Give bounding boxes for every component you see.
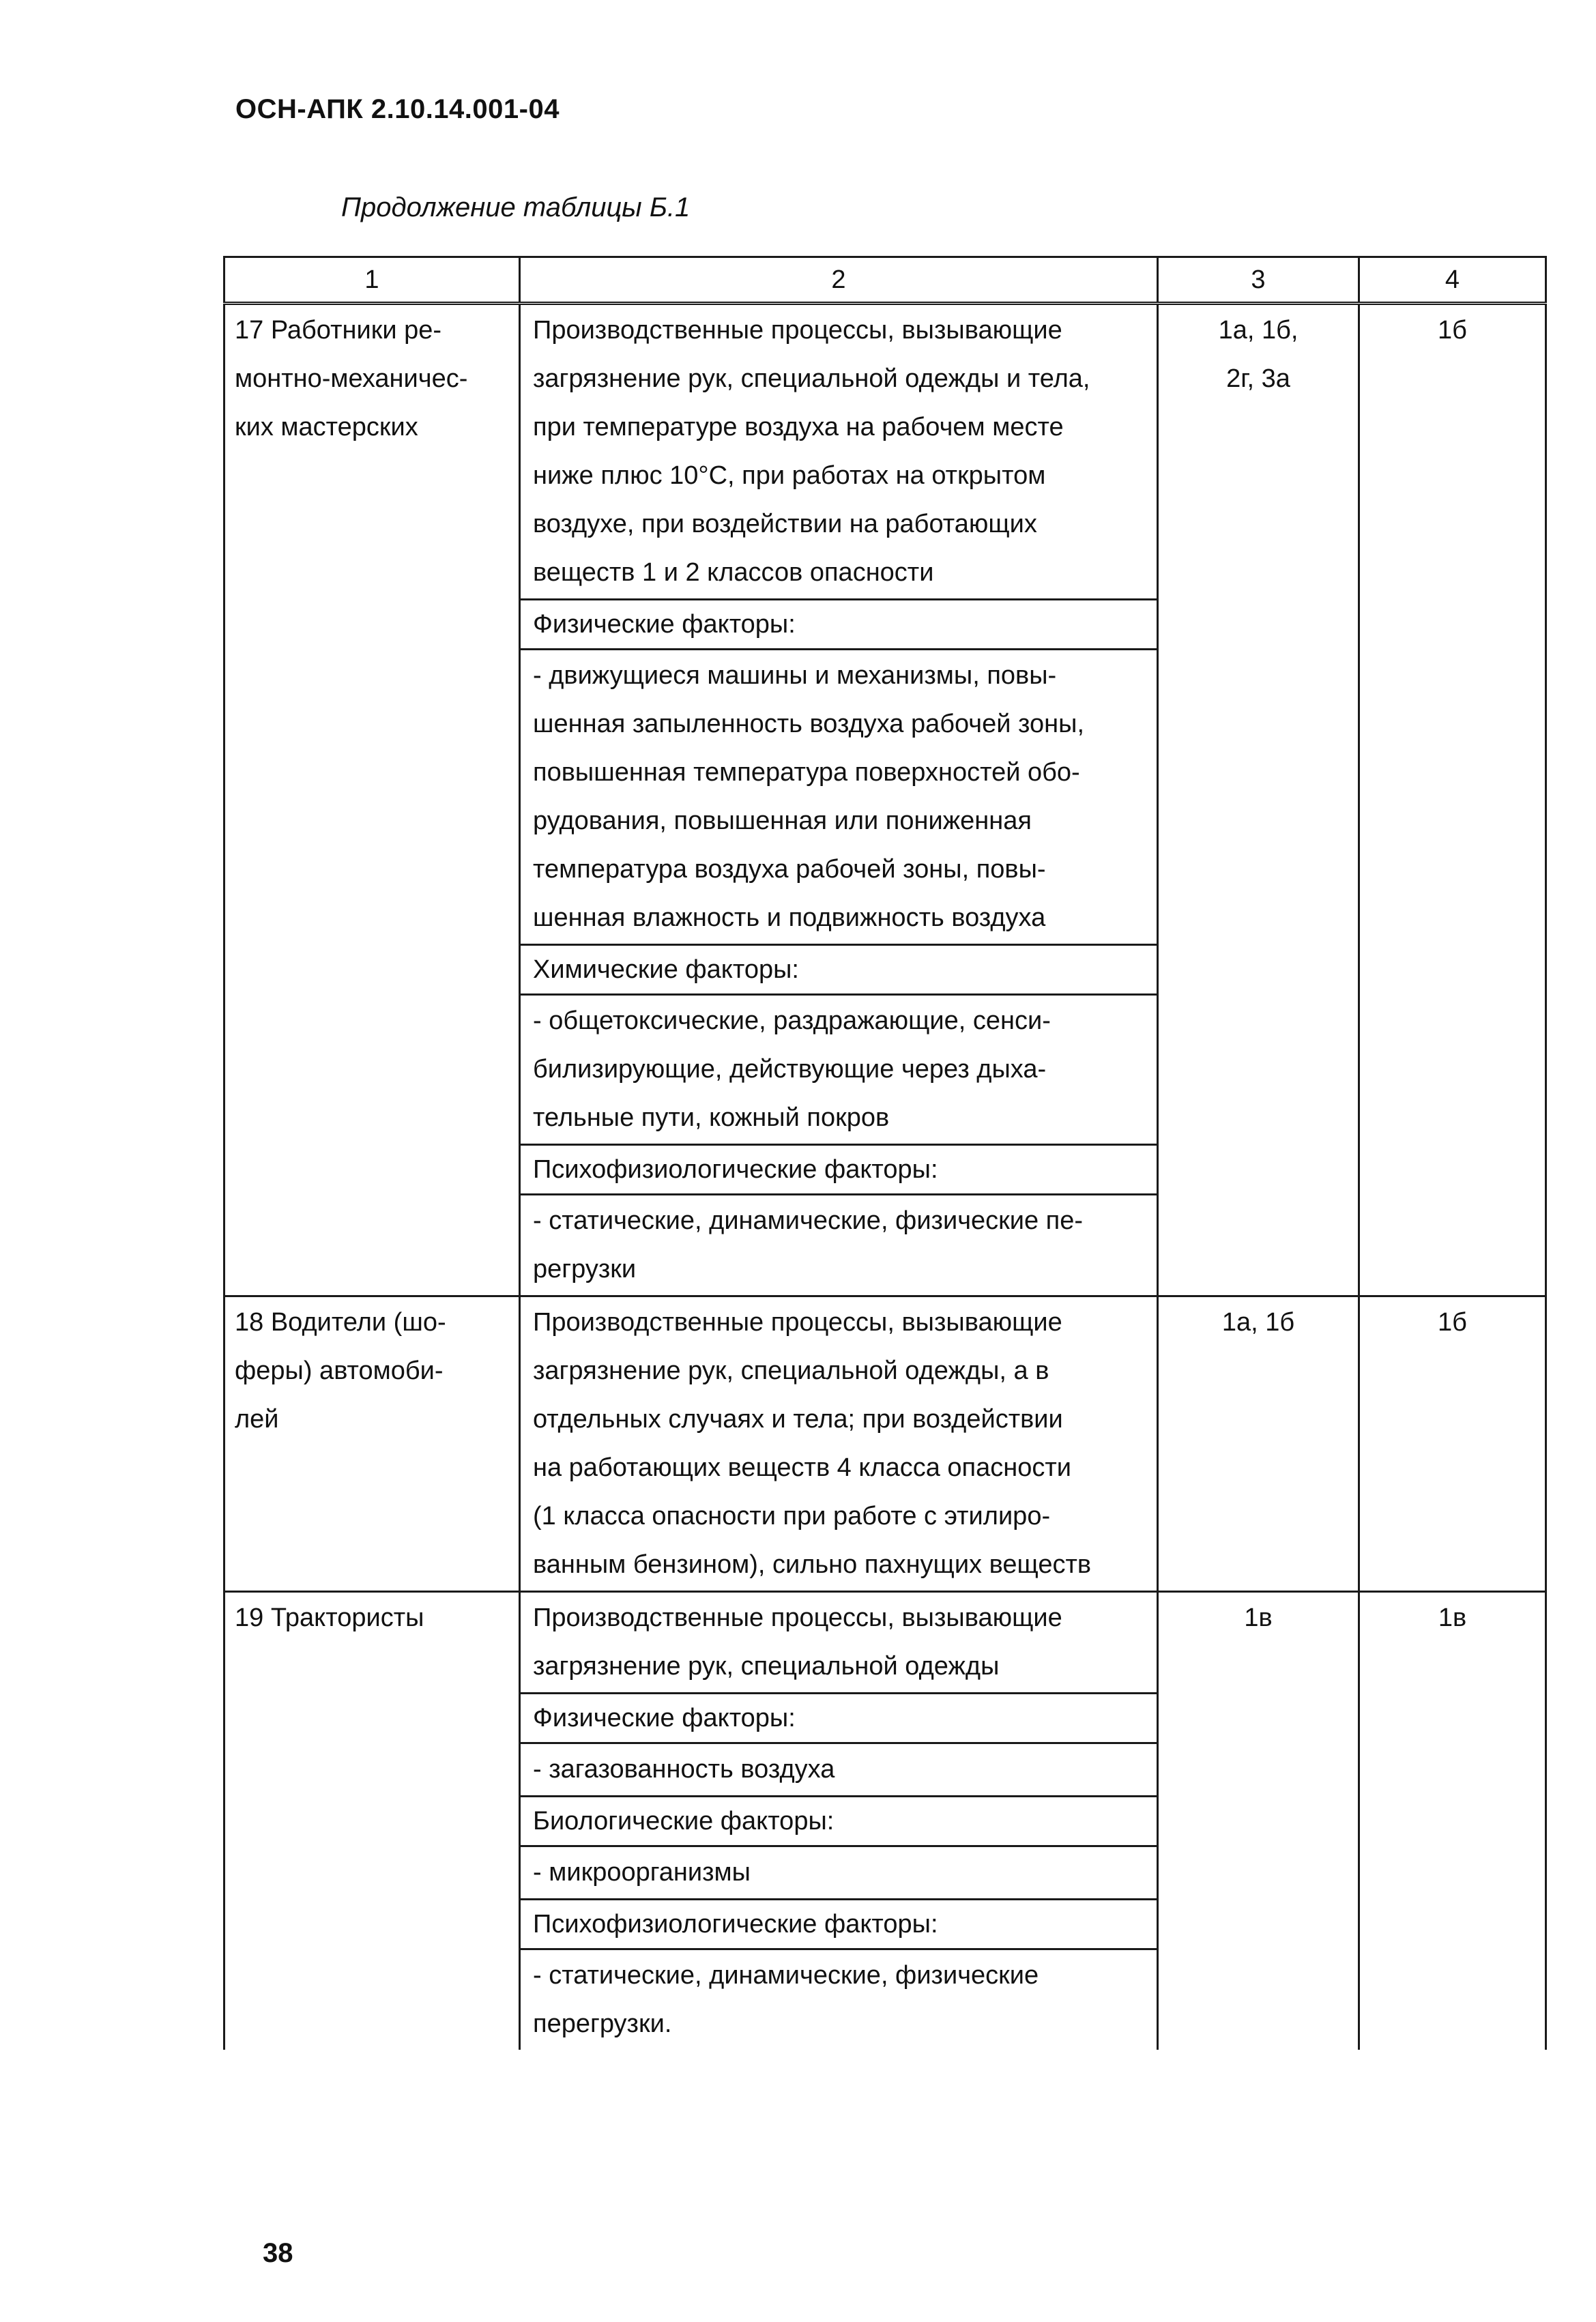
ppe-code-cell: 1б [1359, 304, 1546, 1296]
column-header: 1 [224, 257, 520, 304]
ppe-code-cell: 1в [1359, 1592, 1546, 2050]
factor-group-label: Физические факторы: [521, 600, 1157, 650]
factor-list: - статические, динамические, физические пе- регрузки [533, 1206, 1084, 1283]
worker-category: 19 Трактористы [224, 1592, 520, 2050]
column-header: 3 [1158, 257, 1359, 304]
factor-group-label: Биологические факторы: [521, 1797, 1157, 1847]
table-row [224, 1296, 1546, 1592]
factor-list: - общетоксические, раздражающие, сенси- билизирующие, действующие через дыха- тельные пути, кожный покров [521, 996, 1157, 1146]
factor-group-label: Химические факторы: [521, 946, 1157, 996]
process-description: Производственные процессы, вызывающие загрязнение рук, специальной одежды и тела, при температуре воздуха на рабочем месте ниже плюс 10°С, при работах на открытом воздухе, при воздействии на работающих веществ 1 и 2 классов опасности [521, 305, 1157, 600]
column-header: 2 [520, 257, 1158, 304]
column-header: 4 [1359, 257, 1546, 304]
process-description: Производственные процессы, вызывающие загрязнение рук, специальной одежды, а в отдельных случаях и тела; при воздействии на работающих веществ 4 класса опасности (1 класса опасности при работе с этилиро- ванным бензином), сильно пахнущих веществ [533, 1308, 1092, 1579]
factor-group-label: Физические факторы: [521, 1694, 1157, 1744]
document-code: ОСН-АПК 2.10.14.001-04 [235, 94, 560, 124]
ppe-code-cell: 1а, 1б [1158, 1296, 1359, 1592]
factor-list: - движущиеся машины и механизмы, повы- шенная запыленность воздуха рабочей зоны, повышенная температура поверхностей обо- рудования, повышенная или пониженная температура воздуха рабочей зоны, повы- шенная влажность и подвижность воздуха [521, 650, 1157, 946]
worker-category: 18 Водители (шо- феры) автомоби- лей [224, 1296, 520, 1592]
requirements-table [223, 256, 1547, 2050]
factor-group-label: Психофизиологические факторы: [521, 1900, 1157, 1950]
factors-cell [520, 304, 1158, 1296]
table-row [224, 304, 1546, 1296]
table-caption: Продолжение таблицы Б.1 [341, 192, 691, 222]
ppe-code-cell: 1а, 1б, 2г, 3а [1158, 304, 1359, 1296]
factor-list: - загазованность воздуха [521, 1744, 1157, 1797]
factor-list: - микроорганизмы [521, 1847, 1157, 1900]
ppe-code-cell: 1в [1158, 1592, 1359, 2050]
factors-cell [520, 1296, 1158, 1592]
table-row [224, 1592, 1546, 2050]
factor-group-label: Психофизиологические факторы: [521, 1146, 1157, 1195]
factor-list: - статические, динамические, физические перегрузки. [533, 1961, 1039, 2038]
ppe-code-cell: 1б [1359, 1296, 1546, 1592]
page-number: 38 [263, 2238, 293, 2268]
column-header-row [224, 257, 1546, 304]
worker-category: 17 Работники ре- монтно-механичес- ких мастерских [224, 304, 520, 1296]
process-description: Производственные процессы, вызывающие загрязнение рук, специальной одежды [521, 1593, 1157, 1694]
factors-cell [520, 1592, 1158, 2050]
